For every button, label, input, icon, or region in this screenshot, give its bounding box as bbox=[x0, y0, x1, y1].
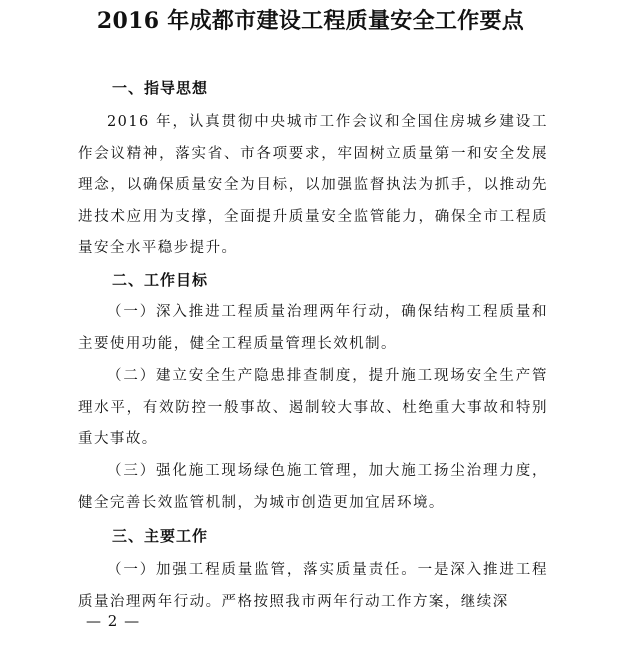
paragraph-guiding-thought: 2016 年，认真贯彻中央城市工作会议和全国住房城乡建设工作会议精神，落实省、市各项要求，牢固树立质量第一和安全发展理念，以确保质量安全为目标，以加强监督执法为抓手，以推动先进技术应用为支撑，全面提升质量安全监管能力，确保全市工程质量安全水平稳步提升。 bbox=[78, 114, 548, 256]
section-heading-work-goals: 二、工作目标 bbox=[112, 271, 209, 289]
section-heading-main-work: 三、主要工作 bbox=[112, 527, 209, 545]
paragraph-goal-1: （一）深入推进工程质量治理两年行动，确保结构工程质量和主要使用功能，健全工程质量管理长效机制。 bbox=[78, 304, 548, 352]
paragraph-goal-3: （三）强化施工现场绿色施工管理，加大施工扬尘治理力度，健全完善长效监管机制，为城市创造更加宜居环境。 bbox=[78, 463, 548, 511]
paragraph-main-work-1: （一）加强工程质量监管，落实质量责任。一是深入推进工程质量治理两年行动。严格按照我市两年行动工作方案，继续深 bbox=[78, 562, 548, 610]
paragraph-goal-2: （二）建立安全生产隐患排查制度，提升施工现场安全生产管理水平，有效防控一般事故、遏制较大事故、杜绝重大事故和特别重大事故。 bbox=[78, 368, 548, 447]
page-number: — 2 — bbox=[86, 612, 141, 630]
page-title: 2016 年成都市建设工程质量安全工作要点 bbox=[96, 8, 525, 34]
section-heading-guiding-thought: 一、指导思想 bbox=[112, 79, 209, 97]
